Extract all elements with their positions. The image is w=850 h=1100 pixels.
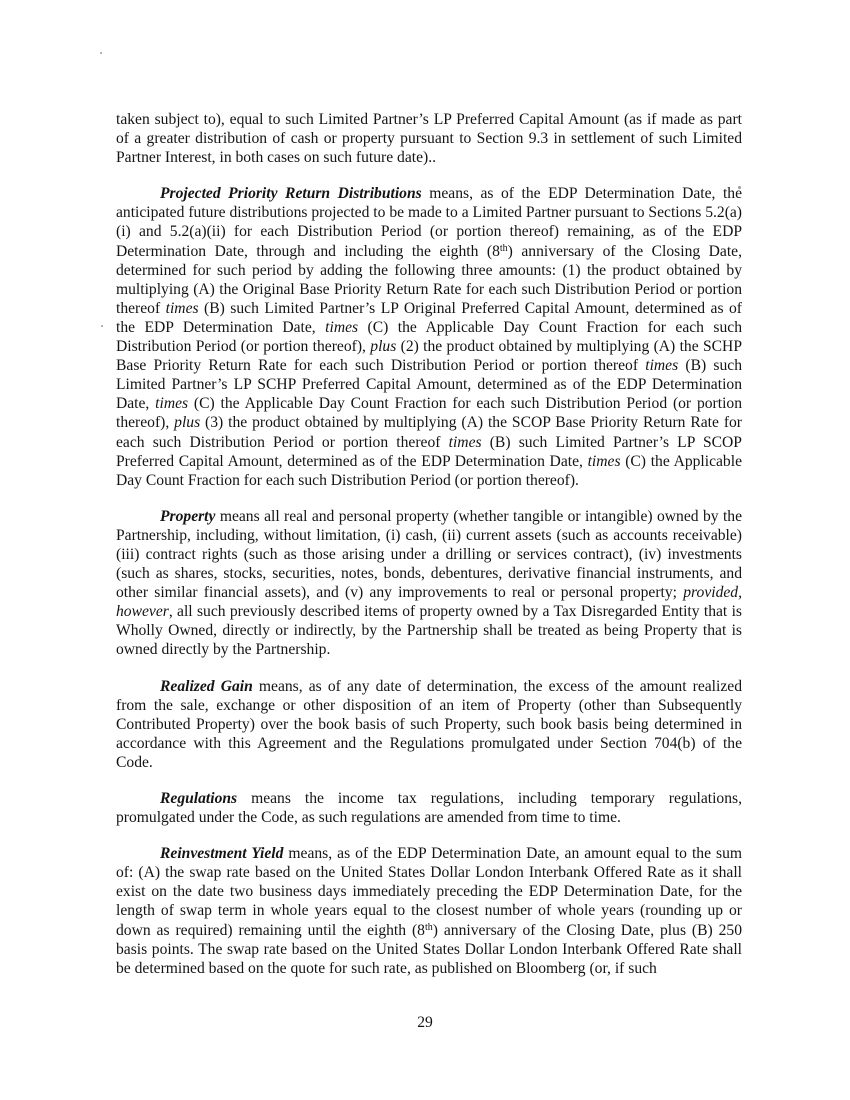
page-number: 29 <box>417 1014 433 1031</box>
emphasis-proviso: provided, however <box>116 584 742 621</box>
ordinal-suffix: th <box>499 242 508 254</box>
defined-term: Projected Priority Return Distributions <box>160 185 422 203</box>
paragraph-text: taken subject to), equal to such Limited Partner’s LP Preferred Capital Amount (as if made as part of a greater distribution of cash or property pursuant to Section 9.3 in settlement of such Limited Partner Interest, in both cases on such future date).. <box>116 111 742 167</box>
definition-text: (3) the product obtained by multiplying (A) the SCOP Base Priority Return Rate for each such Distribution Period or portion thereof <box>116 414 742 451</box>
emphasis-times: times <box>448 433 482 451</box>
definition-text: , all such previously described items of property owned by a Tax Disregarded Entity that is Wholly Owned, directly or indirectly, by the Partnership shall be treated as being Property that is owned directly by the Partnership. <box>116 603 742 659</box>
definition-text: (C) the Applicable Day Count Fraction for each such Distribution Period (or portion thereof). <box>116 452 742 489</box>
defined-term: Regulations <box>160 790 238 807</box>
paragraph-continuation <box>116 110 742 167</box>
defined-term: Reinvestment Yield <box>160 845 284 863</box>
definition-realized-gain <box>116 677 742 772</box>
emphasis-plus: plus <box>174 414 201 432</box>
defined-term: Property <box>160 507 216 525</box>
emphasis-times: times <box>155 395 189 413</box>
definition-text: (2) the product obtained by multiplying (A) the SCHP Base Priority Return Rate for each such Distribution Period or portion thereof <box>116 338 742 375</box>
definition-text: (B) such Limited Partner’s LP SCHP Preferred Capital Amount, determined as of the EDP Determination Date, <box>116 357 742 413</box>
definition-text: means, as of any date of determination, the excess of the amount realized from the sale, exchange or other disposition of an item of Property (other than Subsequently Contributed Property) over the book basis of such Property, such book basis being determined in accordance with this Agreement and the Regulations promulgated under Section 704(b) of the Code. <box>116 677 742 771</box>
emphasis-plus: plus <box>370 338 397 356</box>
definition-text: means, as of the EDP Determination Date, the anticipated future distributions projected to be made to a Limited Partner pursuant to Sections 5.2(a)(i) and 5.2(a)(ii) for each Distribution Period (or portion thereof) remaining, as of the EDP Determination Date, through and including the eighth (8 <box>116 185 742 260</box>
defined-term: Realized Gain <box>160 677 253 695</box>
definition-text: (B) such Limited Partner’s LP Original Preferred Capital Amount, determined as of the EDP Determination Date, <box>116 299 742 336</box>
definition-text: ) anniversary of the Closing Date, plus (B) 250 basis points. The swap rate based on the United States Dollar London Interbank Offered Rate shall be determined based on the quote for such rate, as published on Bloomberg (or, if such <box>116 921 742 977</box>
scan-speck <box>100 52 102 54</box>
definition-text: means, as of the EDP Determination Date, an amount equal to the sum of: (A) the swap rate based on the United States Dollar London Interbank Offered Rate as it shall exist on the date two business days immediately preceding the EDP Determination Date, for the length of swap term in whole years equal to the closest number of whole years (rounding up or down as required) remaining until the eighth (8 <box>116 845 742 939</box>
emphasis-times: times <box>165 299 199 317</box>
definition-text: means all real and personal property (whether tangible or intangible) owned by the Partnership, including, without limitation, (i) cash, (ii) current assets (such as accounts receivable) (iii) contract rights (such as those arising under a drilling or services contract), (iv) investments (such as shares, stocks, securities, notes, bonds, debentures, derivative financial instruments, and other similar financial assets), and (v) any improvements to real or personal property; <box>116 507 742 602</box>
definition-projected-priority-return-distributions <box>116 184 742 490</box>
emphasis-times: times <box>645 357 679 375</box>
definition-property <box>116 507 742 660</box>
definition-text: (C) the Applicable Day Count Fraction for each such Distribution Period (or portion thereof), <box>116 318 742 356</box>
definition-text: means the income tax regulations, including temporary regulations, promulgated under the Code, as such regulations are amended from time to time. <box>116 790 742 827</box>
definition-text: (C) the Applicable Day Count Fraction for each such Distribution Period (or portion thereof), <box>116 395 743 432</box>
document-body <box>116 110 742 995</box>
definition-regulations <box>116 789 742 827</box>
scan-speck <box>101 325 103 327</box>
definition-text: ) anniversary of the Closing Date, determined for such period by adding the following three amounts: (1) the product obtained by multiplying (A) the Original Base Priority Return Rate for each such Distribution Period or portion thereof <box>116 242 742 317</box>
definition-reinvestment-yield <box>116 844 742 978</box>
ordinal-suffix: th <box>424 921 433 933</box>
emphasis-times: times <box>587 452 621 470</box>
emphasis-times: times <box>325 318 359 336</box>
definition-text: (B) such Limited Partner’s LP SCOP Preferred Capital Amount, determined as of the EDP Determination Date, <box>116 433 742 470</box>
